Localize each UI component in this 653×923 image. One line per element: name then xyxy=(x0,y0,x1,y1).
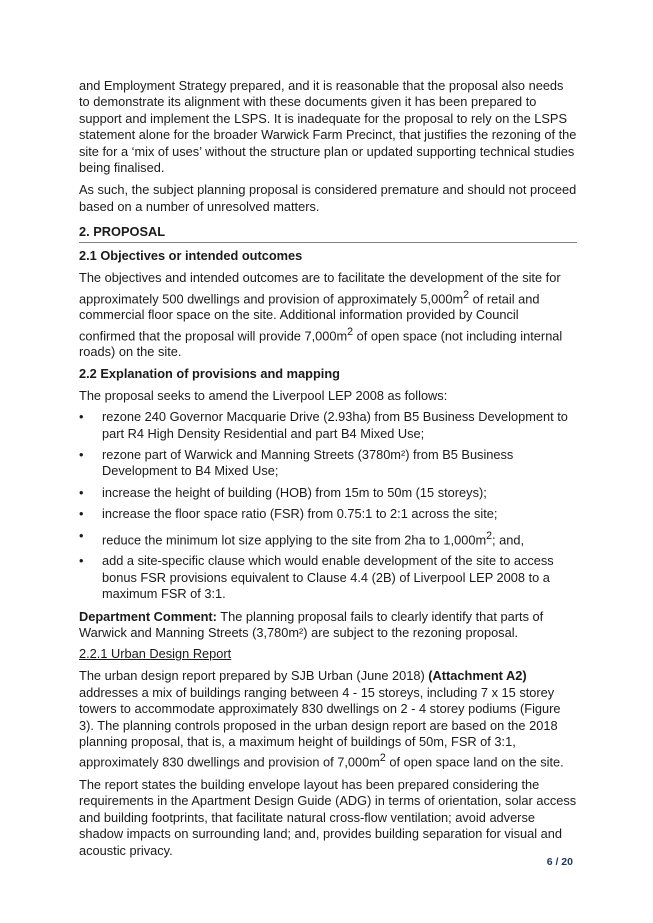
subsection-heading-urban-design: 2.2.1 Urban Design Report xyxy=(79,646,232,662)
superscript: 2 xyxy=(347,325,354,338)
page-number: 6 / 20 xyxy=(546,856,573,868)
superscript: 2 xyxy=(379,752,386,765)
bullet-icon: • xyxy=(79,527,84,543)
bullet-icon: • xyxy=(79,506,84,522)
list-item: • rezone part of Warwick and Manning Streets (3780m²) from B5 Business Development to B4 Mixed Use; xyxy=(79,447,514,479)
department-comment: Department Comment: The planning proposal fails to clearly identify that parts of Warwick and Manning Streets (3,780m²) are subject to the rezoning proposal. xyxy=(79,608,544,640)
bullet-icon: • xyxy=(79,553,84,569)
objectives-paragraph: The objectives and intended outcomes are to facilitate the development of the site for approximately 500 dwellings and provision of approximately $5,000m^2$ of retail and commercial floor space on the site. Additional information provided by Council confirmed that the proposal will provide $7,000m^2$ of open space (not including internal roads) on the site. xyxy=(79,270,563,360)
provisions-list xyxy=(79,409,577,602)
section-heading-proposal: 2. PROPOSAL xyxy=(79,224,577,243)
attachment-reference: (Attachment A2) xyxy=(428,668,527,684)
list-item: • increase the floor space ratio (FSR) from 0.75:1 to 2:1 across the site; xyxy=(79,506,498,522)
bullet-icon: • xyxy=(79,484,84,500)
urban-design-paragraph-1: The urban design report prepared by SJB Urban (June 2018) (Attachment A2) addresses a mix of buildings ranging between 4 - 15 storeys, including 7 x 15 storey towers to accommodate approximately 830 dwellings on 2 - 4 storey podiums (Figure 3). The planning controls proposed in the urban design report are based on the 2018 planning proposal, that is, a maximum height of buildings of 50m, FSR of 3:1, approximately 830 dwellings and provision of $7,000m^2$ of open space land on the site. xyxy=(79,668,564,770)
list-item: • reduce the minimum lot size applying to the site from 2ha to $1,000m^2$; and, xyxy=(79,527,525,547)
intro-paragraph-1: and Employment Strategy prepared, and it is reasonable that the proposal also needs to demonstrate its alignment with these documents given it has been prepared to support and implement the LSPS. It is inadequate for the proposal to rely on the LSPS statement alone for the broader Warwick Farm Precinct, that justifies the rezoning of the site for a ‘mix of uses’ without the structure plan or updated supporting technical studies being finalised. xyxy=(79,78,577,176)
bullet-icon: • xyxy=(79,447,84,463)
provisions-intro: The proposal seeks to amend the Liverpool LEP 2008 as follows: xyxy=(79,387,448,403)
document-body xyxy=(79,78,577,859)
list-item: • add a site-specific clause which would enable development of the site to access bonus FSR provisions equivalent to Clause 4.4 (2B) of Liverpool LEP 2008 to a maximum FSR of 3:1. xyxy=(79,553,554,602)
list-item: • increase the height of building (HOB) from 15m to 50m (15 storeys); xyxy=(79,484,487,500)
intro-paragraph-2: As such, the subject planning proposal is considered premature and should not proceed based on a number of unresolved matters. xyxy=(79,182,577,214)
subsection-heading-objectives: 2.1 Objectives or intended outcomes xyxy=(79,248,303,264)
superscript: 2 xyxy=(486,529,493,542)
urban-design-paragraph-2: The report states the building envelope layout has been prepared considering the requirements in the Apartment Design Guide (ADG) in terms of orientation, solar access and building footprints, that facilitate natural cross-flow ventilation; avoid adverse shadow impacts on surrounding land; and, provides building separation for visual and acoustic privacy. xyxy=(79,777,577,858)
subsection-heading-provisions: 2.2 Explanation of provisions and mapping xyxy=(79,365,340,381)
superscript: 2 xyxy=(463,288,470,301)
list-item: • rezone 240 Governor Macquarie Drive (2.93ha) from B5 Business Development to part R4 High Density Residential and part B4 Mixed Use; xyxy=(79,409,568,441)
bullet-icon: • xyxy=(79,409,84,425)
comment-label: Department Comment: xyxy=(79,608,217,624)
